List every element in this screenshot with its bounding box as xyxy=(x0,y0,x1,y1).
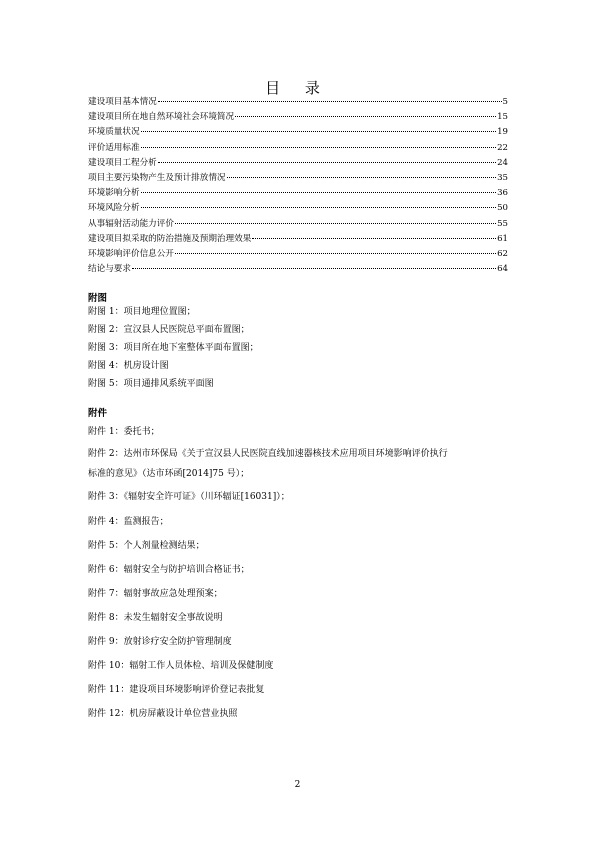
attachments-list xyxy=(88,420,508,726)
toc-entry-page: 35 xyxy=(497,172,508,183)
toc-entry-page: 5 xyxy=(502,97,508,107)
toc-entry xyxy=(88,171,508,186)
figure-item: 附图 1：项目地理位置图； xyxy=(88,307,196,317)
toc-leader-dots xyxy=(175,253,496,254)
toc-entry-label: 建设项目拟采取的防治措施及预期治理效果 xyxy=(88,233,252,244)
toc-entry-label: 评价适用标准 xyxy=(88,142,140,153)
toc-entry-page: 61 xyxy=(497,233,508,244)
attachment-item: 附件 8：未发生辐射安全事故说明 xyxy=(88,613,223,623)
toc-entry xyxy=(88,95,508,110)
toc-leader-dots xyxy=(141,207,496,208)
toc-leader-dots xyxy=(141,131,496,132)
toc-entry xyxy=(88,141,508,156)
toc-entry xyxy=(88,156,508,171)
toc-entry-label: 从事辐射活动能力评价 xyxy=(88,218,174,229)
toc-entry xyxy=(88,125,508,140)
attachment-item: 附件 10：辐射工作人员体检、培训及保健制度 xyxy=(88,661,274,671)
toc-entry xyxy=(88,186,508,201)
toc-entry-page: 55 xyxy=(497,218,508,229)
toc-entry-label: 环境质量状况 xyxy=(88,127,140,138)
toc-leader-dots xyxy=(141,147,496,148)
figure-item: 附图 4：机房设计图 xyxy=(88,361,169,371)
toc-entry xyxy=(88,110,508,125)
toc-entry-page: 36 xyxy=(497,188,508,199)
attachment-item: 附件 11：建设项目环境影响评价登记表批复 xyxy=(88,685,265,695)
figure-item: 附图 5：项目通排风系统平面图 xyxy=(88,379,214,389)
page-number: 2 xyxy=(294,780,301,790)
figure-item: 附图 2：宣汉县人民医院总平面布置图； xyxy=(88,325,250,335)
attachments-heading: 附件 xyxy=(88,408,108,419)
toc-entry xyxy=(88,247,508,262)
attachment-item: 附件 3：《辐射安全许可证》（川环辐证[16031]）； xyxy=(88,492,290,502)
figures-heading: 附图 xyxy=(88,293,108,304)
toc-entry-label: 建设项目基本情况 xyxy=(88,97,157,107)
toc-entry-label: 建设项目工程分析 xyxy=(88,157,157,168)
toc-leader-dots xyxy=(141,192,496,193)
toc-leader-dots xyxy=(175,223,496,224)
attachment-item-continuation: 标准的意见》（达市环函[2014]75 号）； xyxy=(88,469,250,479)
toc-entry xyxy=(88,262,508,277)
toc-entry-page: 64 xyxy=(497,264,508,275)
figure-item: 附图 3：项目所在地下室整体平面布置图； xyxy=(88,343,259,353)
table-of-contents xyxy=(88,95,508,277)
figures-list xyxy=(88,303,508,393)
attachment-item: 附件 12：机房屏蔽设计单位营业执照 xyxy=(88,709,238,719)
toc-leader-dots xyxy=(252,238,496,239)
attachment-item: 附件 9：放射诊疗安全防护管理制度 xyxy=(88,637,232,647)
toc-entry-page: 22 xyxy=(497,142,508,153)
toc-leader-dots xyxy=(158,101,502,102)
attachment-item: 附件 4：监测报告； xyxy=(88,517,169,527)
toc-entry xyxy=(88,201,508,216)
page-title: 目 录 xyxy=(265,79,330,97)
toc-entry xyxy=(88,217,508,232)
toc-entry-label: 环境风险分析 xyxy=(88,203,140,214)
toc-leader-dots xyxy=(227,177,497,178)
toc-leader-dots xyxy=(235,116,496,117)
toc-leader-dots xyxy=(158,162,496,163)
toc-entry-label: 建设项目所在地自然环境社会环境简况 xyxy=(88,112,235,123)
attachment-item: 附件 6：辐射安全与防护培训合格证书； xyxy=(88,565,250,575)
attachment-item: 附件 5：个人剂量检测结果； xyxy=(88,541,205,551)
toc-entry-label: 结论与要求 xyxy=(88,264,131,275)
toc-entry-page: 19 xyxy=(497,127,508,138)
attachment-item: 附件 1：委托书； xyxy=(88,427,160,437)
toc-leader-dots xyxy=(132,268,496,269)
toc-entry-label: 环境影响分析 xyxy=(88,188,140,199)
toc-entry-page: 24 xyxy=(497,157,508,168)
toc-entry-label: 环境影响评价信息公开 xyxy=(88,248,174,259)
toc-entry xyxy=(88,232,508,247)
toc-entry-label: 项目主要污染物产生及预计排放情况 xyxy=(88,172,226,183)
attachment-item: 附件 2：达州市环保局《关于宣汉县人民医院直线加速器核技术应用项目环境影响评价执行 xyxy=(88,449,448,459)
toc-entry-page: 62 xyxy=(497,248,508,259)
toc-entry-page: 15 xyxy=(497,112,508,123)
attachment-item: 附件 7：辐射事故应急处理预案； xyxy=(88,589,223,599)
toc-entry-page: 50 xyxy=(497,203,508,214)
